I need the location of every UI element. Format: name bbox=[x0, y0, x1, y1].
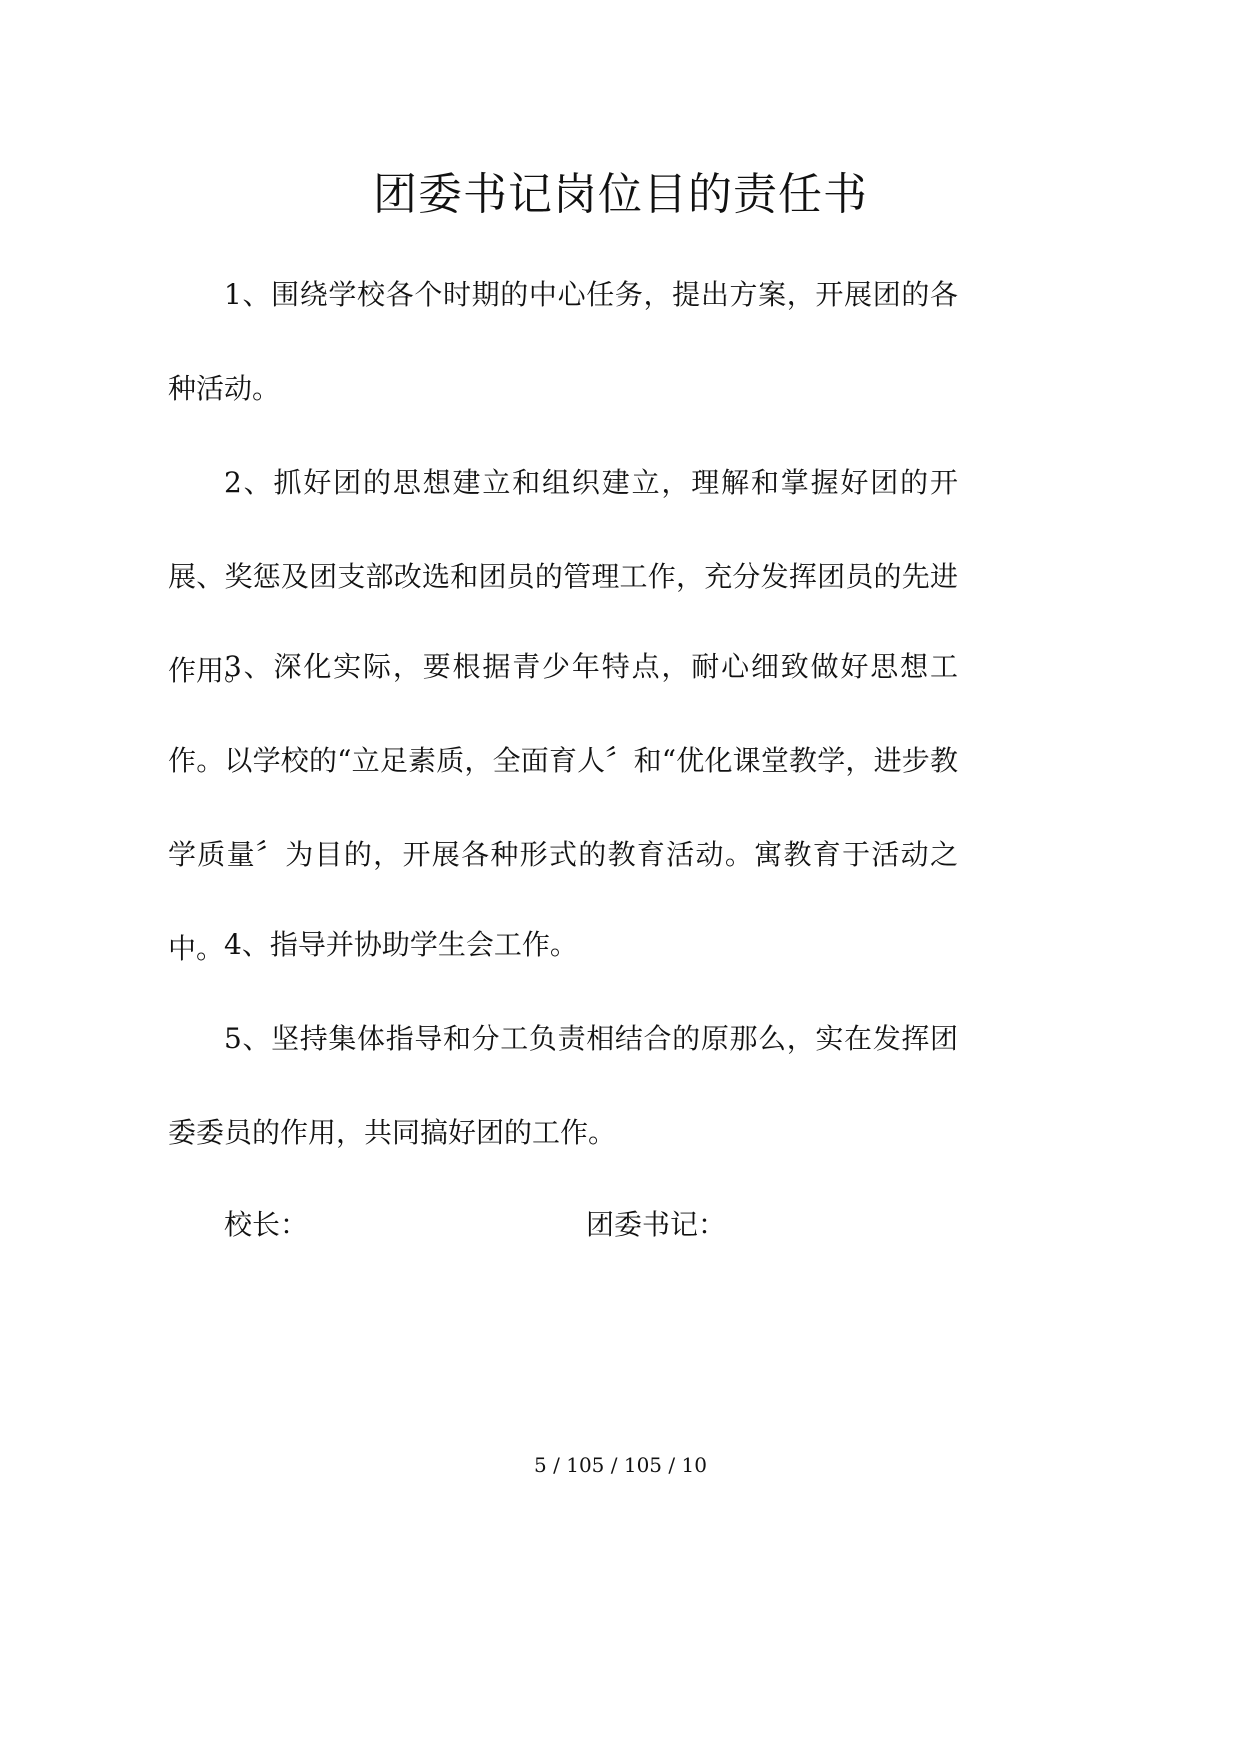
paragraph-4: 4、指导并协助学生会工作。 bbox=[224, 928, 578, 961]
paragraph-3: 3、深化实际，要根据青少年特点，耐心细致做好思想工作。以学校的“立足素质，全面育人〞和“优化课堂教学，进步教学质量〞为目的，开展各种形式的教育活动。寓教育于活动之中。 bbox=[168, 650, 958, 965]
principal-signature-label: 校长： bbox=[224, 1208, 309, 1241]
page-number-footer: 5 / 105 / 105 / 10 bbox=[534, 1453, 707, 1477]
document-title: 团委书记岗位目的责任书 bbox=[373, 169, 868, 220]
paragraph-2: 2、抓好团的思想建立和组织建立，理解和掌握好团的开展、奖惩及团支部改选和团员的管理工作，充分发挥团员的先进作用。 bbox=[168, 466, 958, 687]
paragraph-1: 1、围绕学校各个时期的中心任务，提出方案，开展团的各种活动。 bbox=[168, 278, 958, 405]
secretary-signature-label: 团委书记： bbox=[586, 1208, 727, 1241]
paragraph-5: 5、坚持集体指导和分工负责相结合的原那么，实在发挥团委委员的作用，共同搞好团的工作。 bbox=[168, 1022, 958, 1149]
